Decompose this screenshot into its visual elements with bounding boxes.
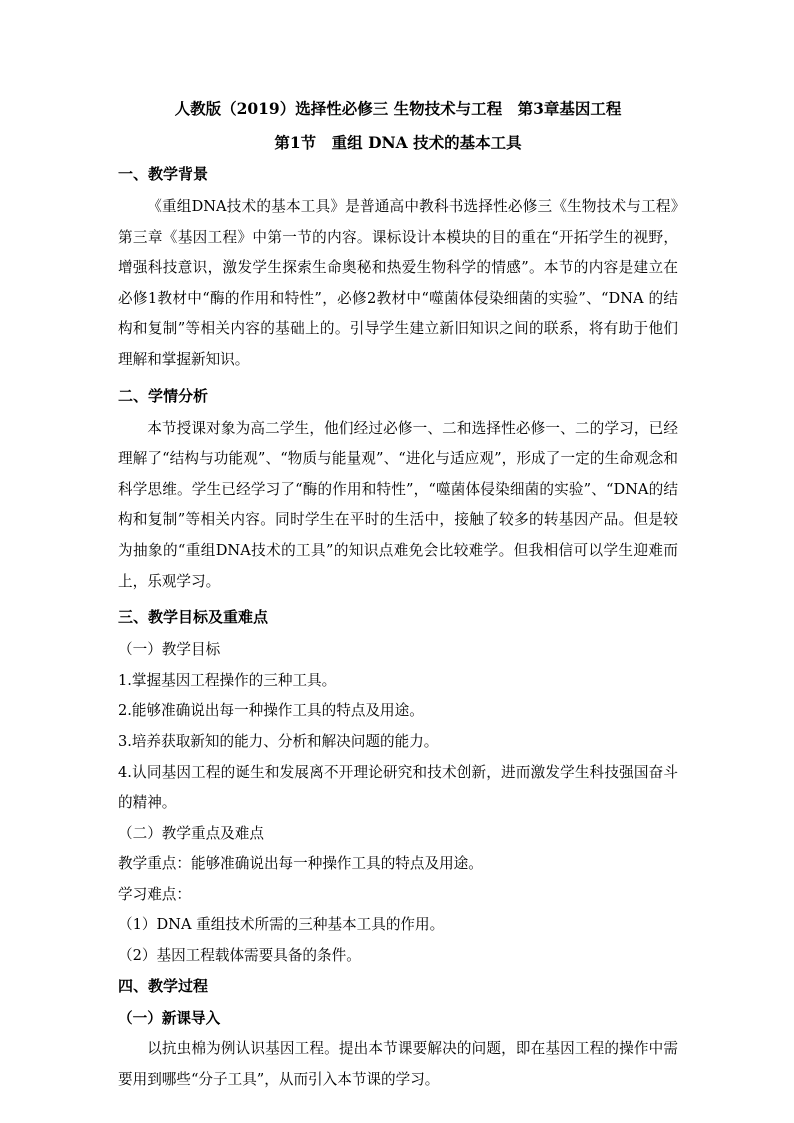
heading-teaching-process: 四、教学过程 <box>118 976 209 995</box>
paragraph-teaching-background: 《重组DNA技术的基本工具》是普通高中教科书选择性必修三《生物技术与工程》第三章《基因工程》中第一节的内容。课标设计本模块的目的重在“开拓学生的视野，增强科技意识，激发学生探索生命奥秘和热爱生物科学的情感”。本节的内容是建立在必修1教材中“酶的作用和特性”，必修2教材中“噬菌体侵染细菌的实验”、“DNA 的结构和复制”等相关内容的基础上的。引导学生建立新旧知识之间的联系，将有助于他们理解和掌握新知识。 <box>118 198 678 368</box>
document-title: 人教版（2019）选择性必修三 生物技术与工程 第3章基因工程 <box>174 99 622 118</box>
document-content <box>118 96 678 1095</box>
section-title: 第1节 重组 DNA 技术的基本工具 <box>274 133 522 152</box>
difficulty-item-2: （2）基因工程载体需要具备的条件。 <box>118 947 361 965</box>
difficulty-item-1: （1）DNA 重组技术所需的三种基本工具的作用。 <box>118 916 445 934</box>
subheading-new-lesson: （一）新课导入 <box>118 1009 221 1027</box>
heading-teaching-background: 一、教学背景 <box>118 165 209 183</box>
difficulty-label: 学习难点： <box>118 885 191 903</box>
goal-item-2: 2.能够准确说出每一种操作工具的特点及用途。 <box>118 702 424 720</box>
goal-item-3: 3.培养获取新知的能力、分析和解决问题的能力。 <box>118 732 439 750</box>
key-point: 教学重点：能够准确说出每一种操作工具的特点及用途。 <box>118 855 483 873</box>
goal-item-1: 1.掌握基因工程操作的三种工具。 <box>118 671 337 689</box>
subheading-objectives: （一）教学目标 <box>118 641 221 659</box>
paragraph-student-analysis: 本节授课对象为高二学生，他们经过必修一、二和选择性必修一、二的学习，已经理解了“结构与功能观”、“物质与能量观”、“进化与适应观”，形成了一定的生命观念和科学思维。学生已经学习了“酶的作用和特性”，“噬菌体侵染细菌的实验”、“DNA的结构和复制”等相关内容。同时学生在平时的生活中，接触了较多的转基因产品。但是较为抽象的“重组DNA技术的工具”的知识点难免会比较难学。但我相信可以学生迎难而上，乐观学习。 <box>118 419 678 590</box>
paragraph-new-lesson: 以抗虫棉为例认识基因工程。提出本节课要解决的问题，即在基因工程的操作中需要用到哪些“分子工具”，从而引入本节课的学习。 <box>118 1040 678 1088</box>
goal-item-4: 4.认同基因工程的诞生和发展离不开理论研究和技术创新，进而激发学生科技强国奋斗的精神。 <box>118 763 678 812</box>
subheading-key-points: （二）教学重点及难点 <box>118 824 264 842</box>
heading-student-analysis: 二、学情分析 <box>118 386 209 405</box>
heading-objectives: 三、教学目标及重难点 <box>118 608 269 627</box>
